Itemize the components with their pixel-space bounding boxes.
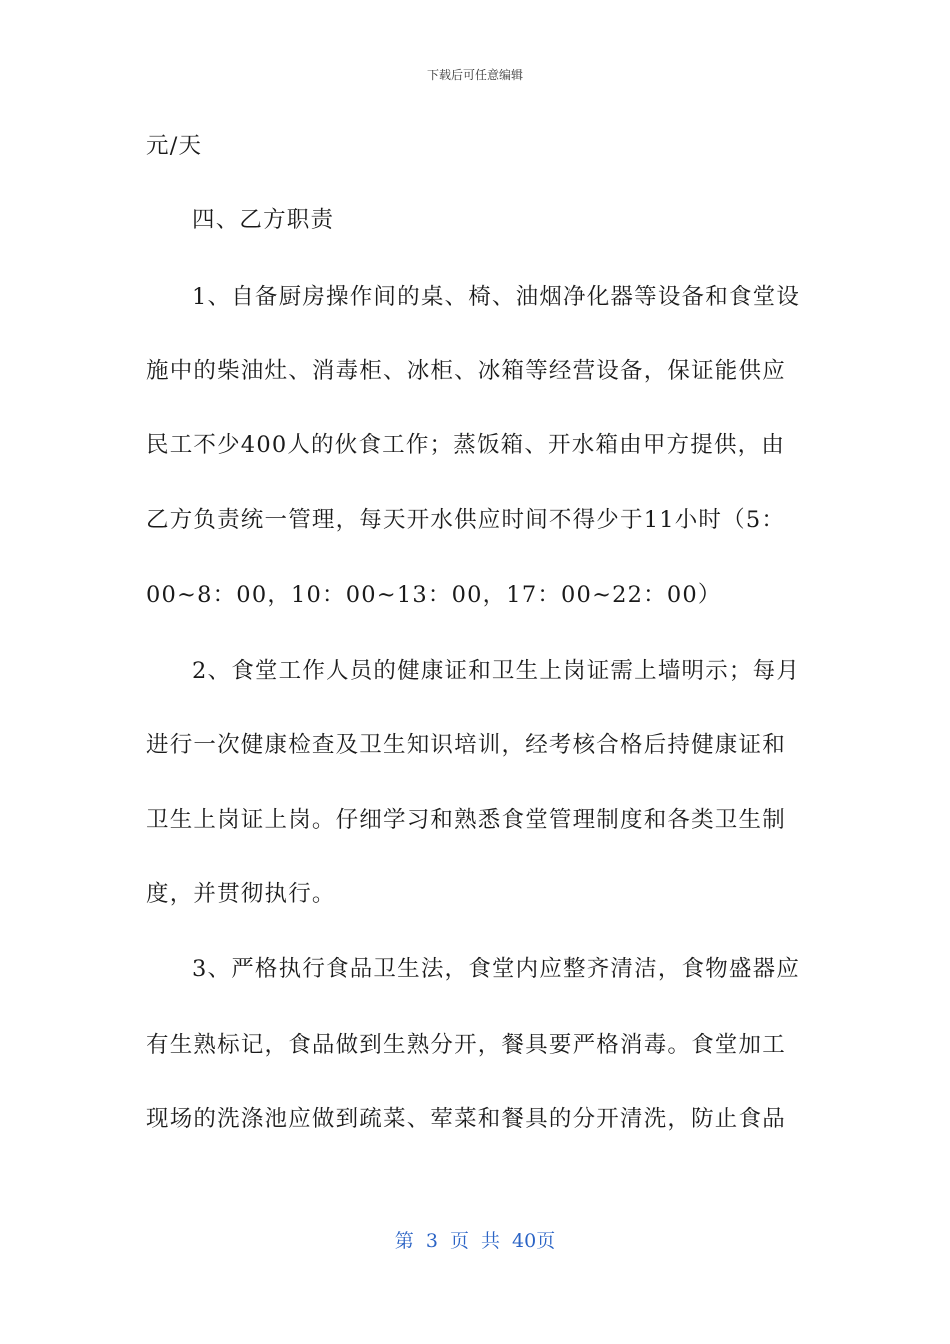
- text-line-8: 2、食堂工作人员的健康证和卫生上岗证需上墙明示；每月: [192, 658, 801, 684]
- text-line-10: 卫生上岗证上岗。仔细学习和熟悉食堂管理制度和各类卫生制: [146, 807, 786, 833]
- section-heading: 四、乙方职责: [192, 207, 335, 233]
- text-line-11: 度，并贯彻执行。: [146, 881, 336, 907]
- text-line-9: 进行一次健康检查及卫生知识培训，经考核合格后持健康证和: [146, 732, 786, 758]
- text-line-4: 施中的柴油灶、消毒柜、冰柜、冰箱等经营设备，保证能供应: [146, 358, 786, 384]
- text-line-13: 有生熟标记，食品做到生熟分开，餐具要严格消毒。食堂加工: [146, 1032, 786, 1058]
- page-number: 第 3 页 共 40页: [394, 1230, 556, 1252]
- text-line-6: 乙方负责统一管理，每天开水供应时间不得少于11小时（5：: [146, 507, 786, 533]
- text-line-12: 3、严格执行食品卫生法，食堂内应整齐清洁，食物盛器应: [192, 956, 801, 982]
- text-line-3: 1、自备厨房操作间的桌、椅、油烟净化器等设备和食堂设: [192, 284, 801, 310]
- text-line-14: 现场的洗涤池应做到疏菜、荤菜和餐具的分开清洗，防止食品: [146, 1106, 786, 1132]
- text-line-5: 民工不少400人的伙食工作；蒸饭箱、开水箱由甲方提供，由: [146, 432, 786, 458]
- text-line-1: 元/天: [146, 133, 203, 159]
- header-note: 下载后可任意编辑: [426, 68, 523, 82]
- text-line-7: 00~8：00，10：00~13：00，17：00~22：00）: [146, 582, 722, 608]
